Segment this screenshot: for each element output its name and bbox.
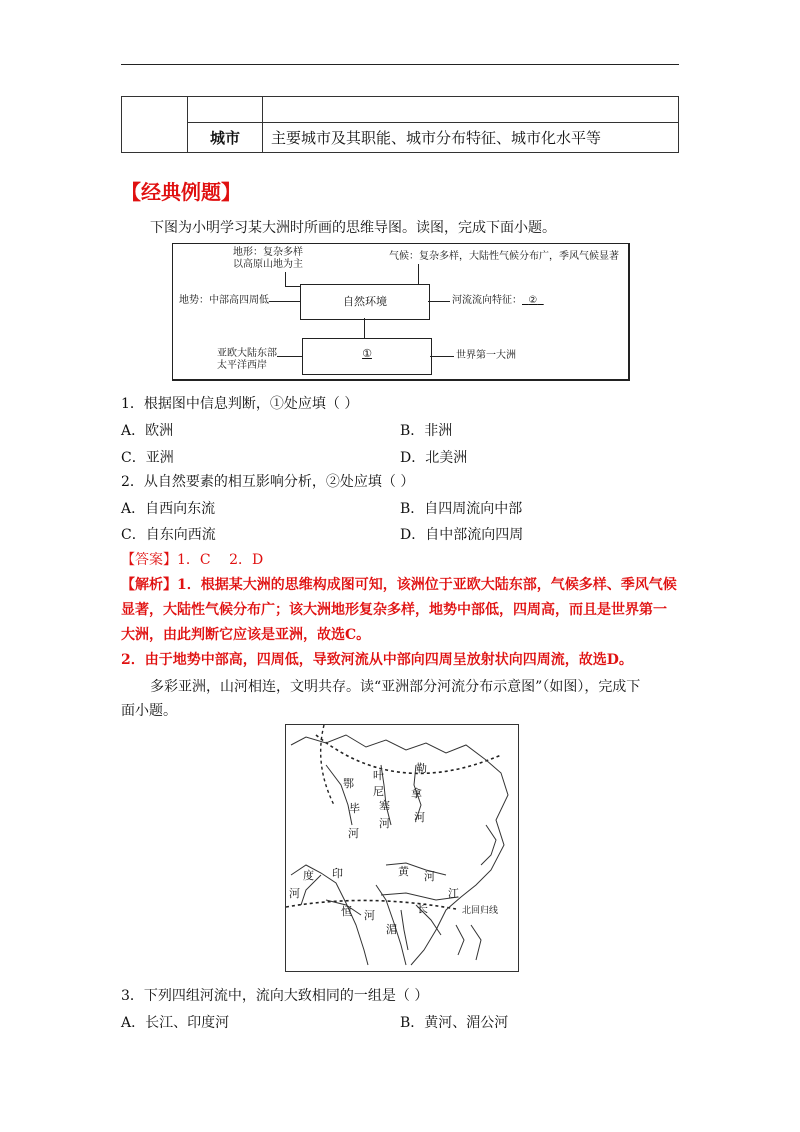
map-label-ni: 尼 bbox=[373, 785, 384, 798]
intro2-line-2: 面小题。 bbox=[121, 703, 177, 719]
map-label-mei: 湄 bbox=[386, 923, 397, 936]
map-label-he-3: 河 bbox=[414, 811, 425, 824]
map-label-tropic: 北回归线 bbox=[462, 906, 499, 916]
q2-option-c: C．自东向西流 bbox=[121, 527, 216, 543]
map-label-he-5: 河 bbox=[289, 887, 300, 900]
map-label-huang: 黄 bbox=[398, 865, 409, 878]
analysis-line-1 bbox=[121, 574, 677, 594]
map-label-he-6: 河 bbox=[364, 909, 375, 922]
arctic-circle-line bbox=[316, 735, 501, 773]
section-heading: 【经典例题】 bbox=[121, 180, 241, 204]
mm-location-1: 亚欧大陆东部 bbox=[217, 348, 277, 359]
analysis-label: 【解析】 bbox=[121, 577, 177, 593]
table-merged-cell bbox=[122, 97, 188, 153]
answer-line bbox=[121, 549, 263, 569]
mm-river-blank-mark: ② bbox=[528, 295, 538, 306]
mm-largest: 世界第一大洲 bbox=[456, 350, 516, 361]
q2-stem: 2．从自然要素的相互影响分析，②处应填（ ） bbox=[121, 474, 415, 490]
table-cell bbox=[188, 97, 263, 123]
analysis-line-2: 显著，大陆性气候分布广；该大洲地形复杂多样，地势中部低，四周高，而且是世界第一 bbox=[121, 602, 667, 618]
table-row-content-city: 主要城市及其职能、城市分布特征、城市化水平等 bbox=[263, 123, 679, 153]
mm-connector bbox=[285, 286, 301, 287]
intro-paragraph: 下图为小明学习某大洲时所画的思维导图。读图，完成下面小题。 bbox=[150, 220, 556, 236]
mm-connector bbox=[285, 272, 286, 286]
q3-option-a: A．长江、印度河 bbox=[121, 1015, 230, 1031]
map-label-heng: 恒 bbox=[341, 905, 352, 918]
q1-option-b: B．非洲 bbox=[400, 423, 453, 439]
intro2-line-1: 多彩亚洲，山河相连，文明共存。读“亚洲部分河流分布示意图”（如图），完成下 bbox=[150, 679, 641, 695]
mm-connector bbox=[430, 356, 454, 357]
answer-label: 【答案】 bbox=[121, 552, 177, 568]
mm-location-2: 太平洋西岸 bbox=[217, 360, 267, 371]
mm-lower-box-mark: ① bbox=[362, 347, 372, 360]
answer-text: 1．C 2．D bbox=[177, 552, 264, 568]
mm-terrain-1: 地形：复杂多样 bbox=[233, 247, 303, 258]
map-label-du: 度 bbox=[303, 869, 314, 882]
q1-option-c: C．亚洲 bbox=[121, 450, 174, 466]
q2-option-b: B．自四周流向中部 bbox=[400, 501, 523, 517]
q3-stem: 3．下列四组河流中，流向大致相同的一组是（ ） bbox=[121, 988, 429, 1004]
mm-lower-box bbox=[302, 338, 432, 375]
map-label-he-2: 河 bbox=[348, 827, 359, 840]
q1-option-a: A．欧洲 bbox=[121, 423, 174, 439]
mm-terrain-2: 以高原山地为主 bbox=[233, 259, 303, 270]
map-label-he-4: 河 bbox=[424, 870, 435, 883]
map-label-ye: 叶 bbox=[373, 769, 384, 782]
header-rule bbox=[121, 64, 679, 65]
mm-climate: 气候：复杂多样，大陆性气候分布广，季风气候显著 bbox=[389, 251, 619, 262]
q1-stem: 1．根据图中信息判断，①处应填（ ） bbox=[121, 396, 359, 412]
mm-connector bbox=[364, 318, 365, 338]
mm-center-box: 自然环境 bbox=[300, 284, 430, 320]
mm-connector bbox=[428, 301, 450, 302]
map-label-e: 鄂 bbox=[343, 777, 354, 790]
mm-connector bbox=[418, 264, 419, 286]
map-label-jiang: 江 bbox=[448, 887, 459, 900]
map-label-le: 勒 bbox=[416, 762, 427, 775]
map-label-chang: 长 bbox=[417, 902, 428, 915]
map-label-bi: 毕 bbox=[349, 802, 360, 815]
mind-map-diagram bbox=[172, 243, 630, 381]
analysis-line-4: 2．由于地势中部高，四周低，导致河流从中部向四周呈放射状向四周流，故选D。 bbox=[121, 652, 633, 668]
mm-connector bbox=[277, 356, 302, 357]
topic-table bbox=[121, 96, 679, 153]
analysis-text-1: 1．根据某大洲的思维构成图可知，该洲位于亚欧大陆东部，气候多样、季风气候 bbox=[177, 577, 677, 593]
map-label-yin: 印 bbox=[332, 867, 343, 880]
mm-river-blank bbox=[522, 295, 544, 306]
map-drawing bbox=[286, 725, 518, 971]
table-cell bbox=[263, 97, 679, 123]
mm-river-prefix: 河流流向特征： bbox=[452, 295, 522, 306]
mm-slope: 地势：中部高四周低 bbox=[179, 295, 269, 306]
map-label-sai: 塞 bbox=[379, 799, 390, 812]
boundary-dotted bbox=[321, 725, 334, 805]
map-label-he-1: 河 bbox=[379, 817, 390, 830]
mm-connector bbox=[269, 301, 300, 302]
analysis-line-3: 大洲，由此判断它应该是亚洲，故选C。 bbox=[121, 627, 371, 643]
asia-river-map bbox=[285, 724, 519, 972]
table-row-label-city: 城市 bbox=[188, 123, 263, 153]
q1-option-d: D．北美洲 bbox=[400, 450, 468, 466]
q2-option-a: A．自西向东流 bbox=[121, 501, 216, 517]
map-label-na: 拿 bbox=[411, 787, 422, 800]
q3-option-b: B．黄河、湄公河 bbox=[400, 1015, 509, 1031]
q2-option-d: D．自中部流向四周 bbox=[400, 527, 524, 543]
